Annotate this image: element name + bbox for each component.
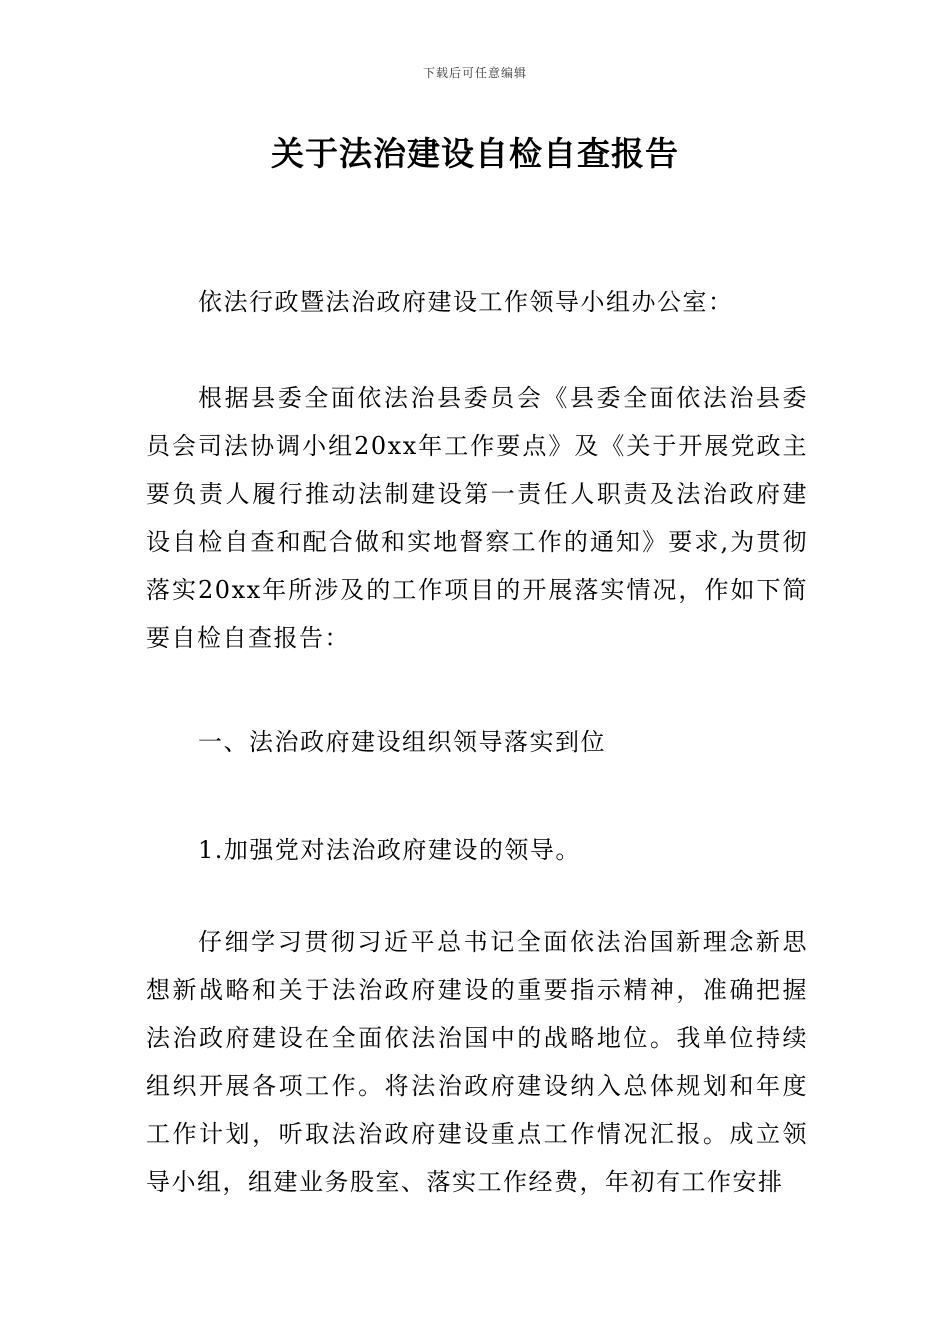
paragraph-intro: 根据县委全面依法治县委员会《县委全面依法治县委员会司法协调小组20xx年工作要点》及《关于开展党政主要负责人履行推动法制建设第一责任人职责及法治政府建设自检自查和配合做和实地督察工作的通知》要求,为贯彻落实20xx年所涉及的工作项目的开展落实情况，作如下简要自检自查报告： bbox=[146, 384, 808, 652]
header-note: 下载后可任意编辑 bbox=[422, 66, 527, 80]
paragraph-body: 仔细学习贯彻习近平总书记全面依法治国新理念新思想新战略和关于法治政府建设的重要指示精神，准确把握法治政府建设在全面依法治国中的战略地位。我单位持续组织开展各项工作。将法治政府建设纳入总体规划和年度工作计划，听取法治政府建设重点工作情况汇报。成立领导小组，组建业务股室、落实工作经费，年初有工作安排 bbox=[146, 928, 808, 1196]
salutation: 依法行政暨法治政府建设工作领导小组办公室： bbox=[198, 288, 734, 316]
subsection-heading: 1.加强党对法治政府建设的领导。 bbox=[198, 836, 581, 864]
section-heading: 一、法治政府建设组织领导落实到位 bbox=[198, 728, 606, 756]
document-title: 关于法治建设自检自查报告 bbox=[271, 134, 679, 173]
